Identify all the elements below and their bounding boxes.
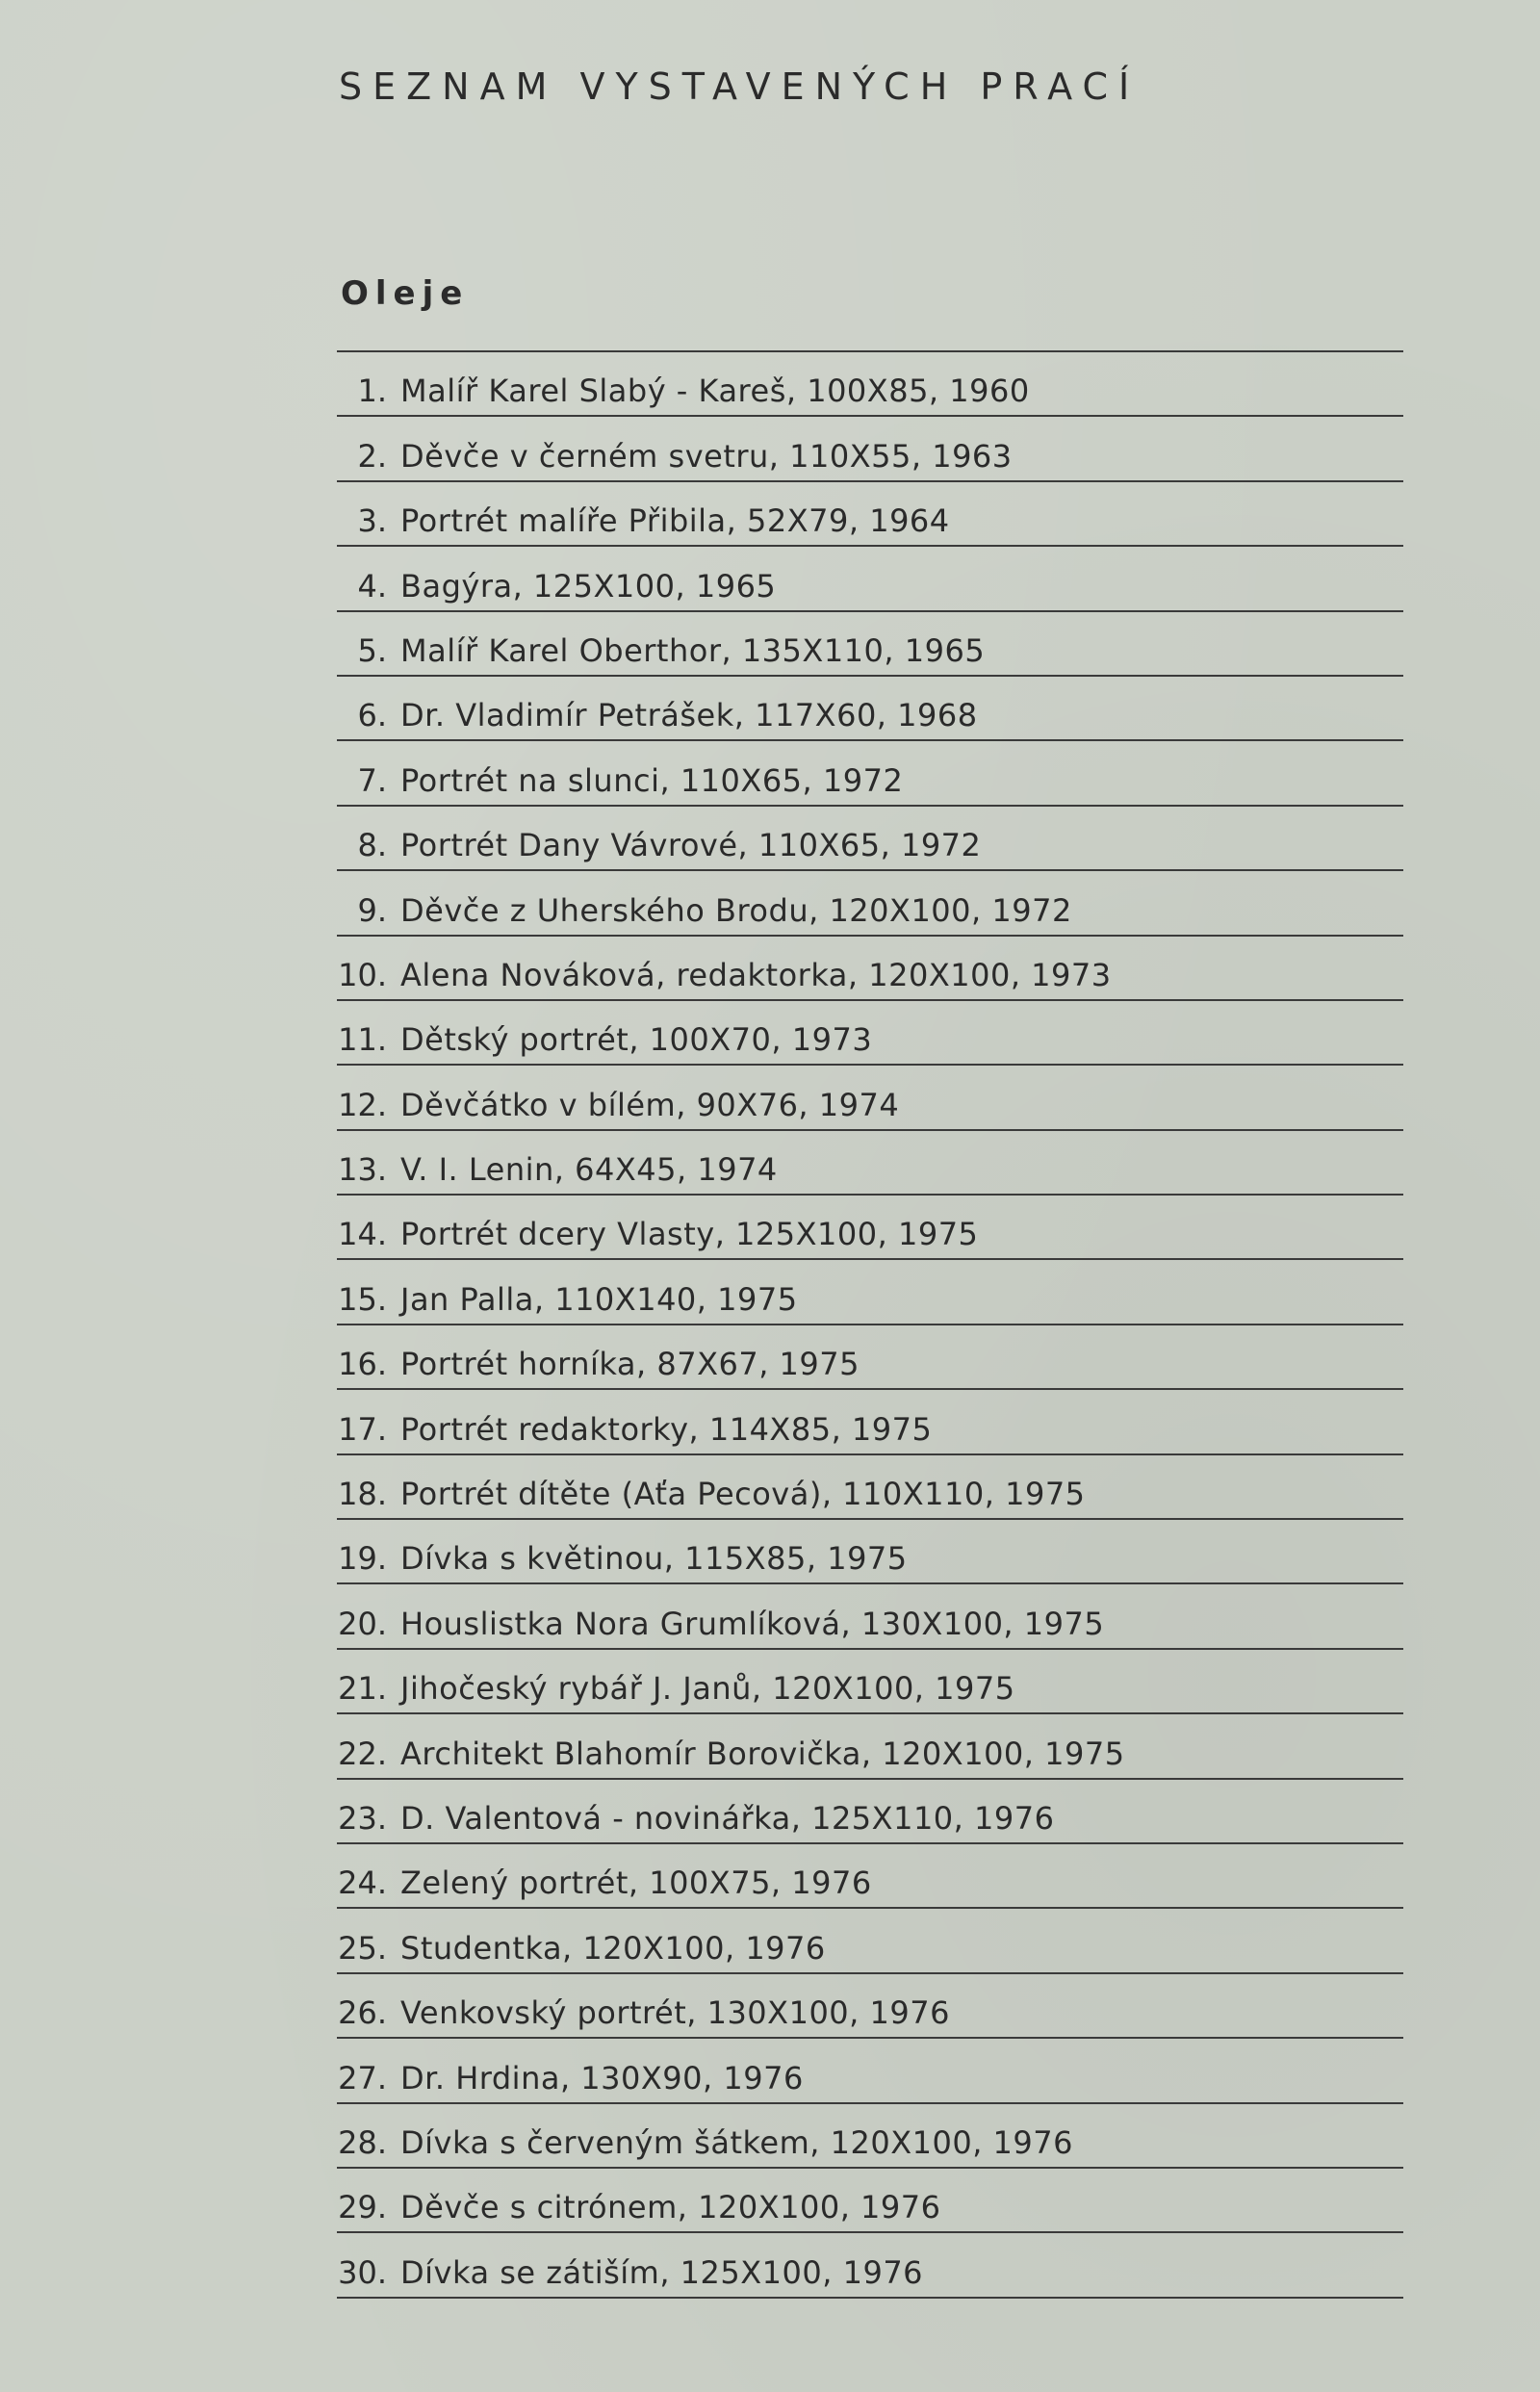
work-description: Portrét redaktorky, 114X85, 1975: [400, 1410, 933, 1448]
work-item: [337, 482, 1403, 547]
work-number: 23.: [338, 1799, 387, 1837]
work-item: [337, 1390, 1403, 1454]
work-number: 1.: [357, 373, 387, 410]
work-description: Děvče z Uherského Brodu, 120X100, 1972: [400, 891, 1072, 929]
work-description: Zelený portrét, 100X75, 1976: [400, 1865, 872, 1902]
work-item: [337, 1260, 1403, 1325]
work-item: [337, 1584, 1403, 1649]
work-description: Portrét horníka, 87X67, 1975: [400, 1346, 860, 1383]
work-number: 16.: [338, 1346, 387, 1383]
work-number: 12.: [338, 1086, 387, 1123]
work-description: Dívka se zátiším, 125X100, 1976: [400, 2253, 924, 2291]
work-item: [337, 1714, 1403, 1779]
work-number: 27.: [338, 2059, 387, 2096]
work-number: 3.: [357, 502, 387, 540]
work-item: [337, 417, 1403, 481]
work-number: 8.: [357, 827, 387, 864]
work-description: Dívka s květinou, 115X85, 1975: [400, 1540, 908, 1578]
work-description: Dr. Vladimír Petrášek, 117X60, 1968: [400, 697, 978, 734]
work-item: [337, 612, 1403, 677]
work-description: Malíř Karel Slabý - Kareš, 100X85, 1960: [400, 373, 1030, 410]
work-number: 6.: [357, 697, 387, 734]
work-number: 2.: [357, 437, 387, 475]
work-number: 29.: [338, 2189, 387, 2226]
works-list: [337, 350, 1403, 2299]
work-description: Děvče v černém svetru, 110X55, 1963: [400, 437, 1013, 475]
work-item: [337, 741, 1403, 806]
work-item: [337, 352, 1403, 417]
page-title: SEZNAM VYSTAVENÝCH PRACÍ: [339, 65, 1141, 108]
work-number: 17.: [338, 1410, 387, 1448]
work-number: 25.: [338, 1929, 387, 1967]
work-item: [337, 2104, 1403, 2169]
work-description: Architekt Blahomír Borovička, 120X100, 1975: [400, 1735, 1125, 1772]
work-description: Dr. Hrdina, 130X90, 1976: [400, 2059, 804, 2096]
work-item: [337, 1844, 1403, 1909]
work-number: 13.: [338, 1151, 387, 1189]
work-description: Venkovský portrét, 130X100, 1976: [400, 1994, 950, 2032]
work-item: [337, 1520, 1403, 1584]
work-description: Houslistka Nora Grumlíková, 130X100, 1975: [400, 1605, 1105, 1642]
work-item: [337, 1325, 1403, 1390]
work-item: [337, 1066, 1403, 1130]
work-item: [337, 1650, 1403, 1714]
work-item: [337, 547, 1403, 611]
work-number: 20.: [338, 1605, 387, 1642]
work-item: [337, 1001, 1403, 1066]
section-heading: Oleje: [341, 274, 470, 313]
work-number: 11.: [338, 1021, 387, 1059]
work-description: V. I. Lenin, 64X45, 1974: [400, 1151, 778, 1189]
work-description: Jihočeský rybář J. Janů, 120X100, 1975: [400, 1670, 1015, 1708]
work-number: 21.: [338, 1670, 387, 1708]
work-description: Malíř Karel Oberthor, 135X110, 1965: [400, 631, 986, 669]
work-number: 24.: [338, 1865, 387, 1902]
work-number: 10.: [338, 956, 387, 993]
work-number: 30.: [338, 2253, 387, 2291]
work-item: [337, 1196, 1403, 1260]
work-number: 15.: [338, 1280, 387, 1318]
work-number: 7.: [357, 761, 387, 799]
work-item: [337, 937, 1403, 1001]
work-number: 14.: [338, 1216, 387, 1253]
work-description: D. Valentová - novinářka, 125X110, 1976: [400, 1799, 1055, 1837]
work-item: [337, 871, 1403, 936]
work-description: Portrét dítěte (Aťa Pecová), 110X110, 1975: [400, 1476, 1086, 1513]
work-number: 4.: [357, 567, 387, 604]
work-item: [337, 677, 1403, 741]
work-number: 9.: [357, 891, 387, 929]
work-description: Dětský portrét, 100X70, 1973: [400, 1021, 873, 1059]
work-number: 26.: [338, 1994, 387, 2032]
work-number: 22.: [338, 1735, 387, 1772]
work-description: Portrét Dany Vávrové, 110X65, 1972: [400, 827, 982, 864]
work-description: Děvče s citrónem, 120X100, 1976: [400, 2189, 941, 2226]
work-number: 28.: [338, 2123, 387, 2161]
work-description: Bagýra, 125X100, 1965: [400, 567, 777, 604]
work-item: [337, 2039, 1403, 2103]
work-item: [337, 807, 1403, 871]
work-description: Portrét dcery Vlasty, 125X100, 1975: [400, 1216, 979, 1253]
work-description: Děvčátko v bílém, 90X76, 1974: [400, 1086, 900, 1123]
work-description: Portrét na slunci, 110X65, 1972: [400, 761, 904, 799]
work-number: 19.: [338, 1540, 387, 1578]
work-description: Studentka, 120X100, 1976: [400, 1929, 826, 1967]
work-item: [337, 1909, 1403, 1973]
work-description: Dívka s červeným šátkem, 120X100, 1976: [400, 2123, 1073, 2161]
work-number: 18.: [338, 1476, 387, 1513]
work-item: [337, 1974, 1403, 2039]
work-item: [337, 2169, 1403, 2233]
work-description: Alena Nováková, redaktorka, 120X100, 1973: [400, 956, 1112, 993]
work-item: [337, 1455, 1403, 1520]
work-item: [337, 2233, 1403, 2298]
work-number: 5.: [357, 631, 387, 669]
work-description: Jan Palla, 110X140, 1975: [400, 1280, 798, 1318]
work-item: [337, 1131, 1403, 1196]
work-item: [337, 1780, 1403, 1844]
work-description: Portrét malíře Přibila, 52X79, 1964: [400, 502, 950, 540]
